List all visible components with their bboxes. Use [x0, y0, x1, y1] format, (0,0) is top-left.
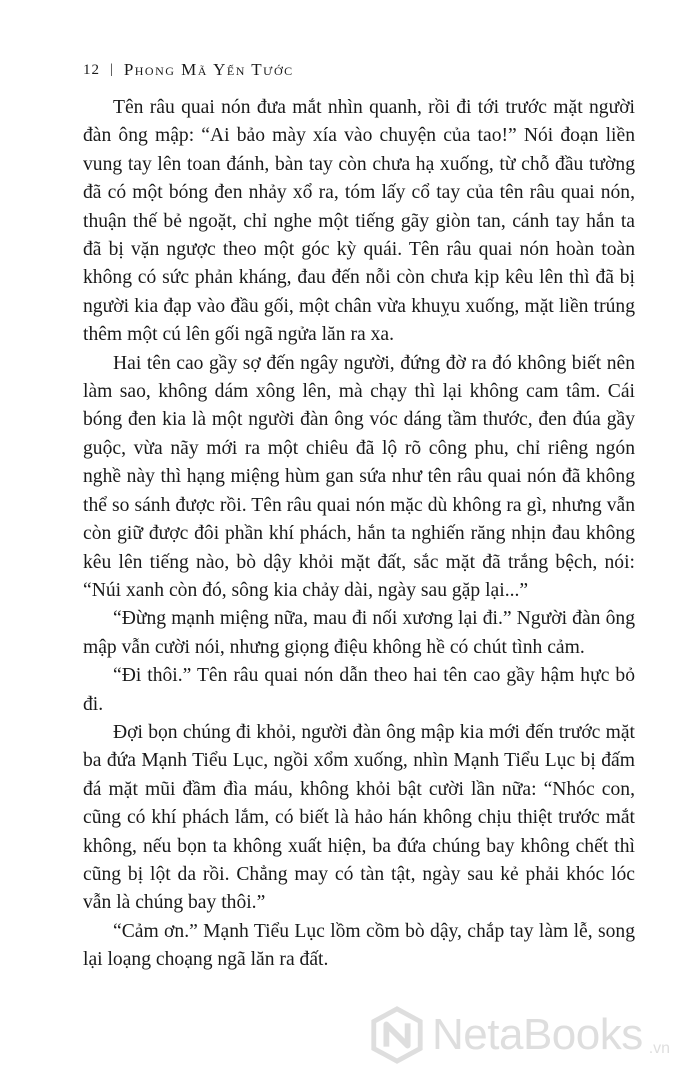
- netabooks-logo-icon: [368, 1006, 426, 1064]
- paragraph: Đợi bọn chúng đi khỏi, người đàn ông mập kia mới đến trước mặt ba đứa Mạnh Tiểu Lục, ngồi xổm xuống, nhìn Mạnh Tiểu Lục bị đấm đá mặt mũi đầm đìa máu, không khỏi bật cười lần nữa: “Nhóc con, cũng có khí phách lắm, có biết là hảo hán không chịu thiệt trước mắt không, nếu bọn ta không xuất hiện, ba đứa chúng bay không chết thì cũng bị lột da rồi. Chẳng may có tàn tật, ngày sau kẻ phải khóc lóc vẫn là chúng bay thôi.”: [83, 721, 635, 914]
- watermark-tld: .vn: [648, 1040, 671, 1057]
- paragraph: Hai tên cao gầy sợ đến ngây người, đứng đờ ra đó không biết nên làm sao, không dám xông lên, mà chạy thì lại không cam tâm. Cái bóng đen kia là một người đàn ông vóc dáng tầm thước, đen đúa gầy guộc, vừa nãy mới ra một chiêu đã lộ rõ công phu, chỉ riêng ngón nghề này thì hạng miệng hùm gan sứa như tên râu quai nón đã không thể so sánh được rồi. Tên râu quai nón mặc dù không ra gì, nhưng vẫn còn giữ được đôi phần khí phách, hắn ta nghiến răng nhịn đau không kêu lên tiếng nào, bò dậy khỏi mặt đất, sắc mặt đã trắng bệch, nói: “Núi xanh còn đó, sông kia chảy dài, ngày sau gặp lại...”: [83, 352, 635, 601]
- book-title: Phong Mã Yến Tước: [123, 60, 294, 79]
- paragraph: “Đừng mạnh miệng nữa, mau đi nối xương lại đi.” Người đàn ông mập vẫn cười nói, nhưng giọng điệu không hề có chút tình cảm.: [83, 608, 635, 658]
- paragraph: Tên râu quai nón đưa mắt nhìn quanh, rồi đi tới trước mặt người đàn ông mập: “Ai bảo mày xía vào chuyện của tao!” Nói đoạn liền vung tay lên toan đánh, bàn tay còn chưa hạ xuống, từ chỗ đầu tường đã có một bóng đen nhảy xổ ra, tóm lấy cổ tay của tên râu quai nón, thuận thế bẻ ngoặt, chỉ nghe một tiếng gãy giòn tan, cánh tay hắn ta đã bị vặn ngược theo một góc kỳ quái. Tên râu quai nón hoàn toàn không có sức phản kháng, đau đến nỗi còn chưa kịp kêu lên thì đã bị người kia đạp vào đầu gối, một chân vừa khuỵu xuống, mặt liền trúng thêm một cú lên gối ngã ngửa lăn ra xa.: [83, 97, 635, 346]
- running-header: [83, 60, 294, 80]
- watermark-text: NetaBooks: [432, 1010, 643, 1059]
- watermark: [368, 1000, 688, 1070]
- paragraph: “Đi thôi.” Tên râu quai nón dẫn theo hai tên cao gầy hậm hực bỏ đi.: [83, 665, 635, 715]
- page-body: [83, 94, 635, 975]
- page-number: 12: [83, 61, 100, 78]
- header-separator: |: [110, 62, 114, 77]
- paragraph: “Cảm ơn.” Mạnh Tiểu Lục lồm cồm bò dậy, chắp tay làm lễ, song lại loạng choạng ngã lăn ra đất.: [83, 920, 635, 971]
